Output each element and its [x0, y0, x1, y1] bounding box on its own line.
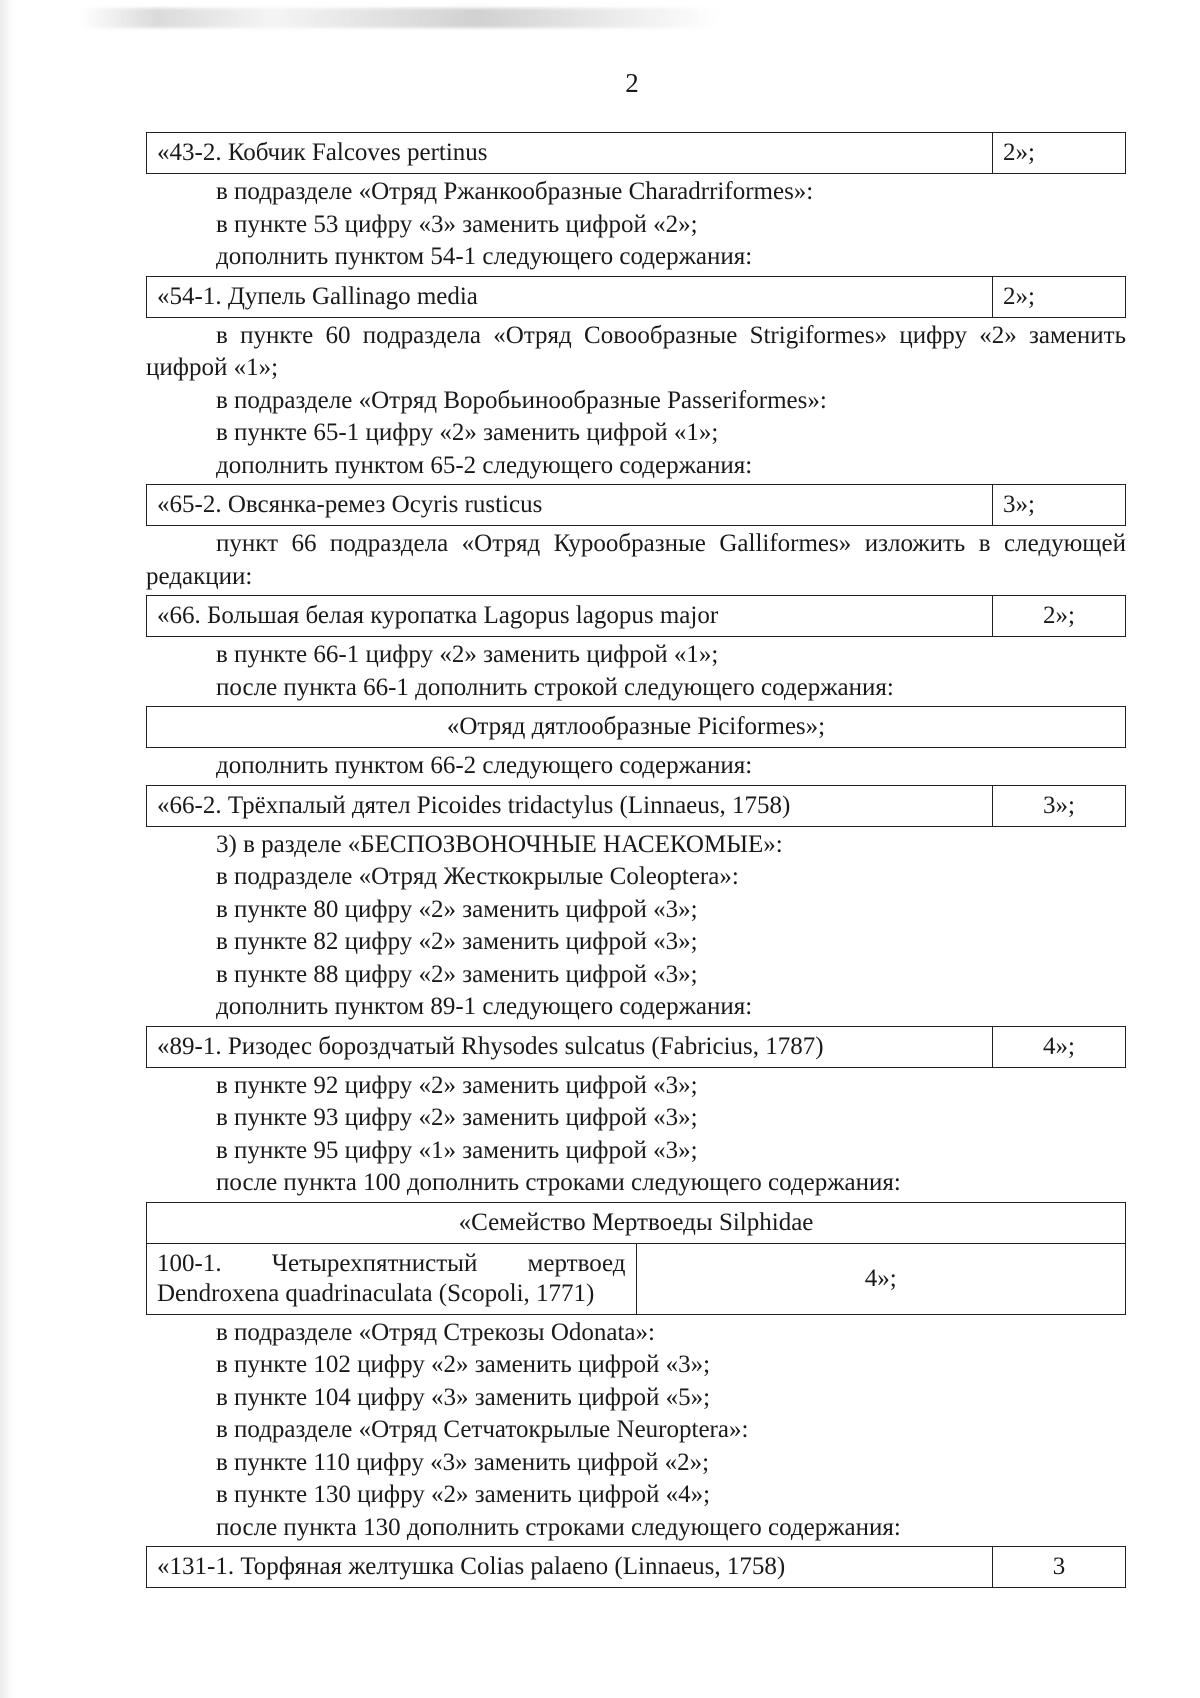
species-name-cell: «66-2. Трёхпалый дятел Picoides tridactylus (Linnaeus, 1758)	[147, 785, 993, 826]
amendment-paragraph: в подразделе «Отряд Жесткокрылые Coleoptera»:	[216, 863, 739, 890]
table-row	[147, 1547, 1126, 1588]
species-name-cell: 100-1. Четырехпятнистый мертвоед Dendroxena quadrinaculata (Scopoli, 1771)	[147, 1243, 637, 1314]
amendment-paragraph: дополнить пунктом 89-1 следующего содержания:	[216, 993, 753, 1020]
amendment-paragraph: в подразделе «Отряд Стрекозы Odonata»:	[216, 1318, 655, 1346]
amendment-paragraph: дополнить пунктом 66-2 следующего содержания:	[216, 752, 753, 779]
status-category-cell: 2»;	[993, 276, 1126, 317]
family-heading-cell: «Семейство Мертвоеды Silphidae	[147, 1202, 1126, 1243]
amendment-paragraph: после пункта 66-1 дополнить строкой следующего содержания:	[216, 673, 894, 701]
amendment-paragraph: 3) в разделе «БЕСПОЗВОНОЧНЫЕ НАСЕКОМЫЕ»:	[216, 830, 783, 858]
species-entry-table	[146, 276, 1126, 318]
status-category-cell: 4»;	[993, 1026, 1126, 1067]
table-row	[147, 133, 1126, 174]
scan-edge-shadow	[0, 0, 14, 1698]
order-heading-table	[146, 706, 1126, 748]
table-row	[147, 785, 1126, 826]
status-category-cell: 4»;	[636, 1243, 1126, 1314]
species-entry-table	[146, 595, 1126, 637]
species-name-cell: «54-1. Дупель Gallinago media	[147, 276, 993, 317]
species-entry-table	[146, 785, 1126, 827]
document-body	[146, 130, 1126, 1590]
family-entry-table	[146, 1202, 1126, 1315]
amendment-paragraph: после пункта 130 дополнить строками следующего содержания:	[216, 1513, 901, 1541]
amendment-paragraph: в пункте 130 цифру «2» заменить цифрой «4»;	[216, 1481, 711, 1508]
status-category-cell: 3»;	[993, 485, 1126, 526]
order-heading-cell: «Отряд дятлообразные Piciformes»;	[147, 707, 1126, 748]
amendment-paragraph: в пункте 80 цифру «2» заменить цифрой «3»;	[216, 895, 698, 923]
amendment-paragraph: в подразделе «Отряд Сетчатокрылые Neuroptera»:	[216, 1416, 749, 1443]
status-category-cell: 2»;	[993, 596, 1126, 637]
table-row	[147, 276, 1126, 317]
amendment-paragraph: в пункте 102 цифру «2» заменить цифрой «3»;	[216, 1351, 711, 1378]
amendment-paragraph: в пункте 104 цифру «3» заменить цифрой «5»;	[216, 1383, 711, 1411]
species-name-cell: «66. Большая белая куропатка Lagopus lagopus major	[147, 596, 993, 637]
table-row	[147, 1243, 1126, 1314]
species-name-cell: «43-2. Кобчик Falcoves pertinus	[147, 133, 993, 174]
status-category-cell: 3»;	[993, 785, 1126, 826]
species-entry-table	[146, 1546, 1126, 1588]
species-name-cell: «89-1. Ризодес бороздчатый Rhysodes sulcatus (Fabricius, 1787)	[147, 1026, 993, 1067]
species-name-cell: «131-1. Торфяная желтушка Colias palaeno (Linnaeus, 1758)	[147, 1547, 993, 1588]
amendment-paragraph: в пункте 95 цифру «1» заменить цифрой «3»;	[216, 1136, 698, 1164]
table-row	[147, 596, 1126, 637]
amendment-paragraph: в подразделе «Отряд Воробьинообразные Passeriformes»:	[216, 386, 827, 414]
amendment-paragraph: дополнить пунктом 54-1 следующего содержания:	[216, 243, 753, 270]
amendment-paragraph: в пункте 88 цифру «2» заменить цифрой «3»;	[216, 960, 698, 988]
amendment-paragraph: в пункте 92 цифру «2» заменить цифрой «3»;	[216, 1071, 698, 1099]
amendment-paragraph: в пункте 65-1 цифру «2» заменить цифрой «1»;	[216, 419, 719, 446]
amendment-paragraph: после пункта 100 дополнить строками следующего содержания:	[216, 1169, 901, 1196]
amendment-paragraph: дополнить пунктом 65-2 следующего содержания:	[216, 451, 753, 479]
page-number: 2	[625, 68, 639, 98]
table-row	[147, 707, 1126, 748]
species-entry-table	[146, 132, 1126, 174]
amendment-paragraph: в подразделе «Отряд Ржанкообразные Charadrriformes»:	[216, 178, 814, 205]
amendment-paragraph: в пункте 53 цифру «3» заменить цифрой «2»;	[216, 210, 698, 238]
species-name-cell: «65-2. Овсянка-ремез Ocyris rusticus	[147, 485, 993, 526]
table-row	[147, 1026, 1126, 1067]
status-category-cell: 2»;	[993, 133, 1126, 174]
amendment-paragraph: в пункте 93 цифру «2» заменить цифрой «3»;	[216, 1104, 698, 1131]
table-row	[147, 1202, 1126, 1243]
amendment-paragraph: в пункте 110 цифру «3» заменить цифрой «2»;	[216, 1448, 710, 1476]
amendment-paragraph: пункт 66 подраздела «Отряд Курообразные Galliformes» изложить в следующей редакции:	[146, 530, 1126, 590]
amendment-paragraph: в пункте 82 цифру «2» заменить цифрой «3»;	[216, 928, 698, 955]
amendment-paragraph: в пункте 60 подраздела «Отряд Совообразные Strigiformes» цифру «2» заменить цифрой «1»;	[146, 321, 1126, 381]
scan-header-smudge	[80, 8, 720, 28]
species-entry-table	[146, 1026, 1126, 1068]
species-entry-table	[146, 484, 1126, 526]
amendment-paragraph: в пункте 66-1 цифру «2» заменить цифрой «1»;	[216, 641, 719, 668]
status-category-cell: 3	[993, 1547, 1126, 1588]
table-row	[147, 485, 1126, 526]
